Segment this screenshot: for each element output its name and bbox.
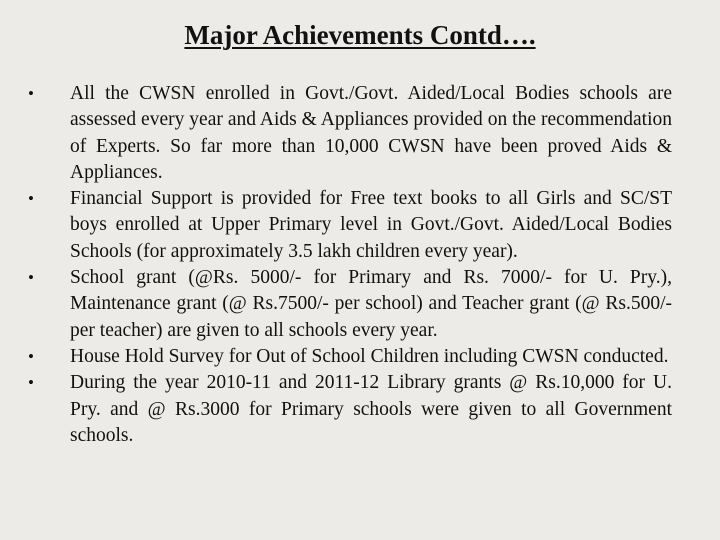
slide-title-text: Major Achievements Contd….: [184, 20, 536, 50]
bullet-text: School grant (@Rs. 5000/- for Primary and Rs. 7000/- for U. Pry.), Maintenance grant (@ Rs.7500/- per school) and Teacher grant (@ Rs.500/- per teacher) are given to all schools every year.: [70, 267, 672, 341]
bullet-text: All the CWSN enrolled in Govt./Govt. Aided/Local Bodies schools are assessed every year and Aids & Appliances provided on the recommendation of Experts. So far more than 10,000 CWSN have been proved Aids & Appliances.: [70, 83, 672, 183]
bullet-text: Financial Support is provided for Free text books to all Girls and SC/ST boys enrolled at Upper Primary level in Govt./Govt. Aided/Local Bodies Schools (for approximately 3.5 lakh children every year).: [70, 188, 672, 262]
slide-title: [0, 17, 720, 53]
bullet-marker: •: [28, 268, 34, 288]
bullet-marker: •: [28, 84, 34, 103]
bullet-item: [26, 344, 672, 370]
bullet-text: During the year 2010-11 and 2011-12 Library grants @ Rs.10,000 for U. Pry. and @ Rs.3000 for Primary schools were given to all Government schools.: [70, 372, 672, 446]
bullet-item: [26, 81, 672, 186]
bullet-item: [26, 265, 672, 344]
bullet-list: [26, 81, 672, 449]
bullet-item: [26, 370, 672, 449]
bullet-item: [26, 186, 672, 265]
bullet-marker: •: [28, 373, 34, 393]
bullet-text: House Hold Survey for Out of School Children including CWSN conducted.: [70, 345, 669, 367]
bullet-marker: •: [28, 346, 34, 366]
bullet-marker: •: [28, 189, 34, 209]
